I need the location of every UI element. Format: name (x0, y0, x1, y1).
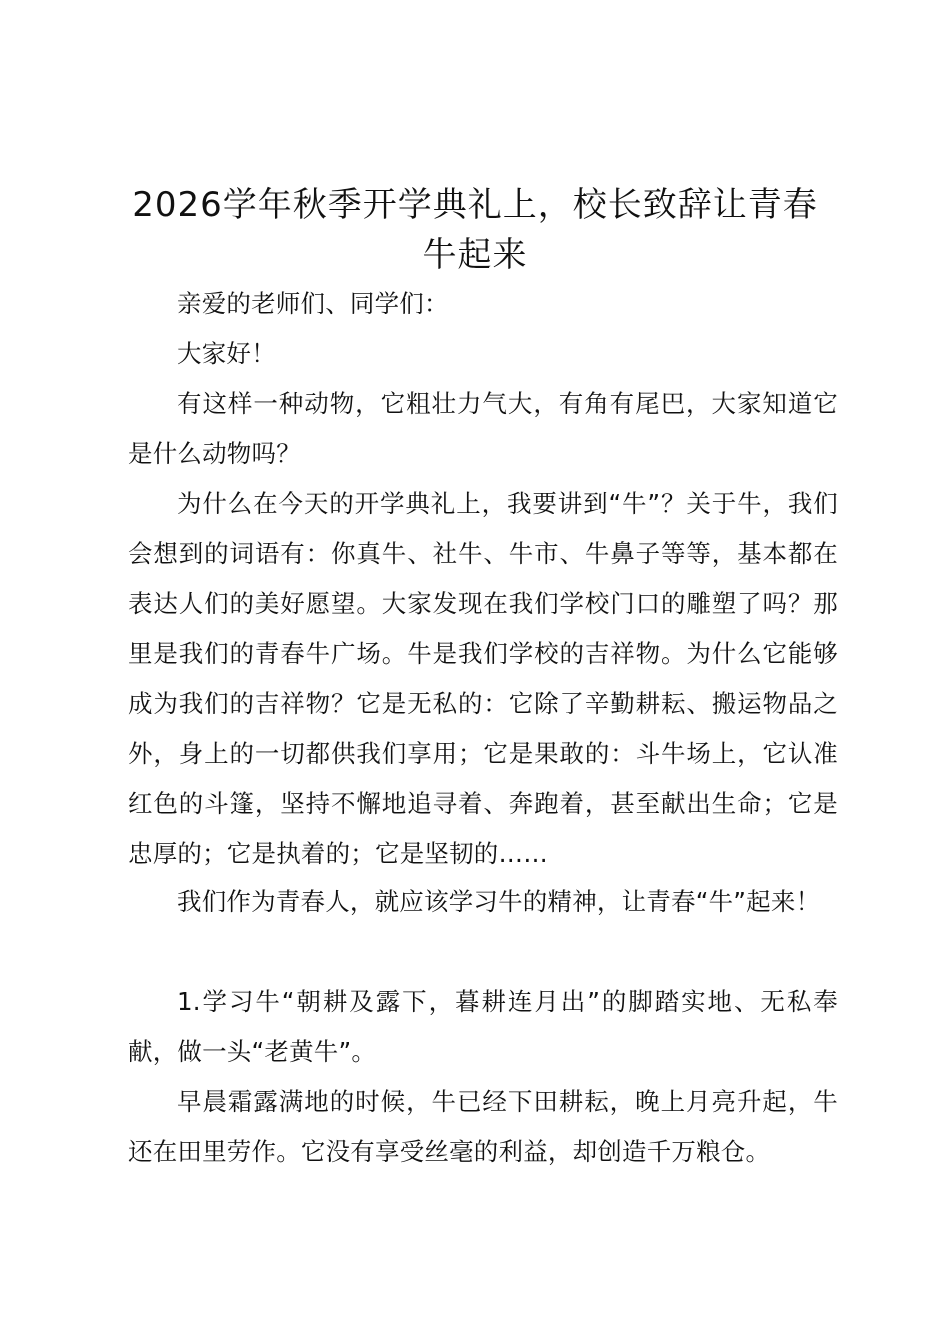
greeting-paragraph: 亲爱的老师们、同学们： (177, 289, 449, 318)
point-one-paragraph: 1.学习牛“朝耕及露下，暮耕连月出”的脚踏实地、无私奉献，做一头“老黄牛”。 (128, 987, 838, 1066)
question-paragraph: 有这样一种动物，它粗壮力气大，有角有尾巴，大家知道它是什么动物吗？ (128, 389, 838, 468)
morning-paragraph: 早晨霜露满地的时候，牛已经下田耕耘，晚上月亮升起，牛还在田里劳作。它没有享受丝毫的利益，却创造千万粮仓。 (128, 1087, 838, 1166)
mascot-paragraph: 为什么在今天的开学典礼上，我要讲到“牛”？关于牛，我们会想到的词语有：你真牛、社牛、牛市、牛鼻子等等，基本都在表达人们的美好愿望。大家发现在我们学校门口的雕塑了吗？那里是我们的青春牛广场。牛是我们学校的吉祥物。为什么它能够成为我们的吉祥物？它是无私的：它除了辛勤耕耘、搬运物品之外，身上的一切都供我们享用；它是果敢的：斗牛场上，它认准红色的斗篷，坚持不懈地追寻着、奔跑着，甚至献出生命；它是忠厚的；它是执着的；它是坚韧的…… (128, 489, 838, 868)
spirit-paragraph: 我们作为青春人，就应该学习牛的精神，让青春“牛”起来！ (177, 887, 821, 916)
hello-paragraph: 大家好！ (177, 339, 276, 368)
document-title: 2026学年秋季开学典礼上，校长致辞让青春牛起来 (132, 185, 818, 275)
